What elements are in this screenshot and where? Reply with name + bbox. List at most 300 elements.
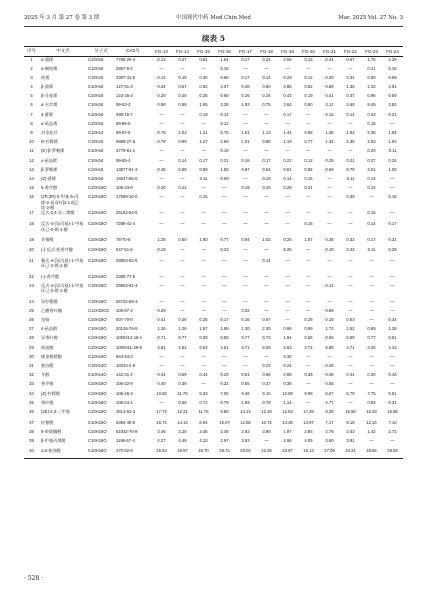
content-value: 1.30 (241, 326, 250, 332)
content-value: 0.89 (178, 102, 187, 108)
molecular-formula: C10H16 (88, 148, 104, 154)
column-header: FG-23 (365, 48, 378, 54)
table-row (24, 258, 403, 274)
content-value: 0.17 (283, 111, 292, 117)
compound-name: 苄醇 (41, 372, 50, 378)
compound-name: 3-蒈烯 (41, 111, 54, 117)
table-row (24, 354, 403, 363)
content-value: 0.13 (304, 57, 313, 62)
content-value: — (306, 257, 311, 263)
table-row (24, 84, 403, 93)
content-value: 1.03 (178, 130, 187, 135)
content-value: 12.14 (366, 419, 377, 425)
compound-name: 反式-4-(异丙基)-1-甲基环己-2-烯-1-醇 (41, 282, 84, 293)
content-value: — (327, 175, 332, 181)
row-number: 17 (29, 210, 34, 216)
content-value: 1.26 (157, 326, 166, 332)
table-row (24, 148, 403, 157)
content-value: 2.72 (388, 429, 397, 435)
table-row (24, 221, 403, 237)
content-value: 0.40 (157, 381, 166, 387)
content-value: — (306, 298, 311, 304)
cas-number: 105-87-3 (116, 307, 133, 313)
content-value: 1.56 (220, 166, 229, 172)
table-bottom-rule (24, 458, 403, 459)
content-value: — (243, 148, 248, 154)
content-value: 0.14 (220, 111, 229, 117)
content-value: 0.61 (199, 57, 208, 62)
content-value: 15.53 (156, 447, 167, 453)
content-value: — (264, 307, 269, 313)
content-value: 0.17 (241, 74, 250, 80)
content-value: 0.23 (262, 363, 271, 368)
content-value: 14.14 (240, 408, 251, 414)
content-value: — (264, 148, 269, 154)
content-value: 0.56 (262, 372, 271, 378)
content-value: 0.15 (388, 194, 397, 200)
content-value: 9.46 (241, 390, 250, 396)
molecular-formula: C10H16 (88, 65, 104, 71)
table-row (24, 317, 403, 326)
content-value: — (201, 148, 206, 154)
content-value: — (243, 175, 248, 181)
content-value: — (306, 148, 311, 154)
content-value: 0.10 (262, 175, 271, 181)
row-number: 11 (29, 148, 34, 154)
content-value: 0.77 (220, 237, 229, 243)
content-value: 2.53 (367, 139, 376, 145)
content-value: 0.39 (346, 194, 355, 200)
table-row (24, 167, 403, 176)
content-value: — (243, 246, 248, 252)
content-value: 0.44 (199, 372, 208, 378)
content-value: 1.44 (283, 130, 292, 135)
content-value: — (369, 363, 374, 368)
content-value: 0.18 (367, 120, 376, 126)
content-value: 1.01 (241, 139, 250, 145)
content-value: 7.05 (220, 390, 229, 396)
cas-number: 20126-76-5 (116, 326, 138, 332)
compound-name: 异香叶醇 (41, 335, 58, 341)
content-value: — (327, 257, 332, 263)
content-value: — (201, 65, 206, 71)
content-value: — (306, 65, 311, 71)
content-value: — (390, 298, 395, 304)
content-value: — (369, 317, 374, 323)
content-value: — (264, 111, 269, 117)
compound-name: α-侧柏烯 (41, 65, 58, 71)
compound-name: β-月桂烯 (41, 93, 58, 99)
content-value: 0.24 (262, 57, 271, 62)
content-value: — (306, 273, 311, 279)
content-value: — (390, 438, 395, 444)
table-header-row (24, 46, 403, 57)
row-number: 24 (29, 298, 34, 304)
compound-name: 紫苏醛 (41, 363, 54, 368)
content-value: 0.28 (388, 246, 397, 252)
content-value: — (264, 65, 269, 71)
cas-number: 17699-16-0 (116, 194, 138, 200)
content-value: — (306, 210, 311, 216)
molecular-formula: C10H16O (88, 246, 107, 252)
content-value: 0.38 (325, 372, 334, 378)
molecular-formula: C10H18O (88, 335, 107, 341)
content-value: 1.72 (325, 326, 334, 332)
content-value: 0.35 (199, 317, 208, 323)
content-value: — (222, 273, 227, 279)
column-header: FG-24 (386, 48, 399, 54)
cas-number: 3913-81-3 (116, 408, 136, 414)
content-value: — (159, 353, 164, 359)
content-value: — (159, 157, 164, 163)
content-value: 1.54 (220, 57, 229, 62)
content-value: 0.15 (178, 74, 187, 80)
content-value: 4.49 (178, 438, 187, 444)
table-row (24, 391, 403, 400)
table-title: 续表 5 (201, 34, 226, 43)
cas-number: 5989-27-5 (116, 139, 136, 145)
content-value: — (327, 221, 332, 227)
row-number: 8 (30, 120, 33, 126)
content-value: 1.14 (283, 399, 292, 405)
content-value: 2.66 (283, 438, 292, 444)
content-value: — (159, 65, 164, 71)
content-value: 10.83 (156, 390, 167, 396)
content-value: 0.58 (304, 130, 313, 135)
content-value: 4.43 (388, 344, 397, 350)
content-value: 0.21 (346, 157, 355, 163)
molecular-formula: C10H18O (88, 194, 107, 200)
content-value: — (285, 257, 290, 263)
content-value: — (222, 185, 227, 191)
content-value: — (285, 273, 290, 279)
content-value: 0.94 (241, 237, 250, 243)
content-value: 0.14 (367, 175, 376, 181)
cas-number: 1000414-18-1 (116, 335, 143, 341)
content-value: 1.13 (262, 130, 271, 135)
content-value: 4.71 (346, 344, 355, 350)
content-value: 0.58 (157, 102, 166, 108)
content-value: 0.96 (367, 93, 376, 99)
cas-number: 5392-40-5 (116, 419, 136, 425)
row-number: 12 (29, 157, 34, 163)
content-value: 1.75 (367, 57, 376, 62)
content-value: 0.31 (346, 74, 355, 80)
content-value: — (348, 353, 353, 359)
content-value: 0.17 (220, 317, 229, 323)
table-row (24, 130, 403, 139)
molecular-formula: C10H16 (88, 102, 104, 108)
content-value: 0.55 (367, 399, 376, 405)
cas-number: 498-15-7 (116, 111, 133, 117)
content-value: 0.27 (178, 57, 187, 62)
content-value: 1.90 (199, 237, 208, 243)
content-value: 5.79 (346, 390, 355, 396)
content-value: 0.10 (199, 111, 208, 117)
content-value: 1.52 (346, 326, 355, 332)
table-row (24, 139, 403, 148)
cas-number: 507-70-0 (116, 317, 133, 323)
table-row (24, 247, 403, 258)
compound-name: (2E)-2,3-二甲基 (41, 408, 71, 414)
header-rule (24, 26, 403, 27)
content-value: 1.83 (388, 139, 397, 145)
content-value: 0.09 (220, 175, 229, 181)
molecular-formula: C10H18O (88, 344, 107, 350)
page-number: · 528 · (24, 575, 44, 582)
content-value: 12.18 (261, 408, 272, 414)
content-value: — (201, 185, 206, 191)
content-value: — (390, 175, 395, 181)
content-value: — (222, 307, 227, 313)
content-value: 0.69 (283, 372, 292, 378)
table-row (24, 185, 403, 194)
content-value: 11.76 (198, 408, 209, 414)
compound-name: (-)-反式-松香芹醇 (41, 246, 74, 252)
content-value: 0.32 (220, 381, 229, 387)
content-value: 0.38 (283, 381, 292, 387)
molecular-formula: C10H16O (88, 438, 107, 444)
content-value: — (159, 273, 164, 279)
content-value: — (390, 210, 395, 216)
cas-number: 29803-82-5 (116, 257, 138, 263)
content-value: 0.14 (367, 185, 376, 191)
content-value: — (180, 148, 185, 154)
content-value: 0.14 (262, 74, 271, 80)
journal-name: 中国现代中药 Mod Chin Med (176, 15, 251, 21)
content-value: — (285, 307, 290, 313)
content-value: 17.28 (303, 408, 314, 414)
cas-number: 106-23-0 (116, 185, 133, 191)
table-row (24, 335, 403, 344)
content-value: — (306, 282, 311, 288)
content-value: 3.03 (346, 429, 355, 435)
table-row (24, 121, 403, 130)
content-value: 0.36 (325, 237, 334, 243)
row-number: 5 (30, 93, 33, 99)
content-value: — (222, 353, 227, 359)
table-row (24, 158, 403, 167)
content-value: — (222, 363, 227, 368)
content-value: 0.11 (367, 246, 376, 252)
content-value: — (306, 120, 311, 126)
content-value: 8.18 (346, 419, 355, 425)
content-value: 9.39 (325, 408, 334, 414)
content-value: 0.25 (283, 246, 292, 252)
molecular-formula: C10H14 (88, 130, 104, 135)
content-value: — (327, 298, 332, 304)
molecular-formula: C10H18O (88, 447, 107, 453)
compound-name: α-蒎烯 (41, 57, 54, 62)
cas-number: 106-26-3 (116, 390, 133, 396)
content-value: 0.17 (367, 237, 376, 243)
content-value: 1.87 (199, 326, 208, 332)
content-value: — (327, 120, 332, 126)
content-value: 3.93 (241, 438, 250, 444)
cas-number: 142-31-2 (116, 372, 133, 378)
column-header: FG-22 (344, 48, 357, 54)
content-value: 1.03 (262, 237, 271, 243)
content-value: — (348, 120, 353, 126)
content-value: — (201, 120, 206, 126)
content-value: 2.30 (262, 326, 271, 332)
table-row (24, 308, 403, 317)
content-value: 0.69 (199, 166, 208, 172)
content-value: — (264, 194, 269, 200)
content-value: 1.97 (283, 429, 292, 435)
content-value: 15.66 (387, 408, 398, 414)
content-value: — (201, 353, 206, 359)
content-value: 0.32 (346, 246, 355, 252)
content-value: 0.34 (388, 317, 397, 323)
content-value: 3.60 (325, 438, 334, 444)
content-value: — (201, 221, 206, 227)
content-value: 1.08 (388, 166, 397, 172)
row-number: 39 (29, 438, 34, 444)
compound-name: (Z)-蒈烯 (41, 175, 57, 181)
content-value: 2.61 (388, 84, 397, 90)
content-value: — (159, 298, 164, 304)
content-value: 0.51 (241, 372, 250, 378)
content-value: 0.50 (262, 84, 271, 90)
cas-number: 99-87-6 (116, 130, 131, 135)
content-value: 0.76 (220, 130, 229, 135)
content-value: 0.21 (304, 185, 313, 191)
cas-number: 564-94-3 (116, 353, 133, 359)
content-value: — (306, 353, 311, 359)
compound-name: 乙酸香叶酯 (41, 307, 62, 313)
cas-number: 547-61-5 (116, 246, 133, 252)
content-value: 2.92 (241, 429, 250, 435)
content-value: 0.56 (178, 166, 187, 172)
content-value: — (264, 221, 269, 227)
content-value: 0.30 (367, 372, 376, 378)
content-value: 15.71 (156, 419, 167, 425)
content-value: — (243, 65, 248, 71)
molecular-formula: C10H18O (88, 282, 107, 288)
compound-name: β-蒎烯 (41, 84, 54, 90)
compound-name: 1,8-桉油醇 (41, 447, 61, 453)
content-value: 1.35 (346, 139, 355, 145)
content-value: — (159, 282, 164, 288)
table-row (24, 237, 403, 246)
content-value: 0.17 (199, 157, 208, 163)
content-value: — (348, 363, 353, 368)
content-value: 0.34 (157, 84, 166, 90)
cas-number: 3387-41-5 (116, 74, 136, 80)
row-number: 40 (29, 447, 34, 453)
content-value: 2.43 (367, 84, 376, 90)
row-number: 14 (29, 175, 34, 181)
molecular-formula: C10H18O (88, 317, 107, 323)
content-value: — (159, 194, 164, 200)
content-value: 0.86 (220, 74, 229, 80)
content-value: 10.72 (261, 419, 272, 425)
content-value: — (285, 210, 290, 216)
molecular-formula: C10H16 (88, 157, 104, 163)
content-value: — (243, 273, 248, 279)
content-value: 0.14 (325, 282, 334, 288)
cas-number: 1000411-39-6 (116, 344, 142, 350)
content-value: — (243, 194, 248, 200)
content-value: 0.29 (220, 372, 229, 378)
content-value: 2.68 (346, 102, 355, 108)
molecular-formula: C10H18O (88, 326, 107, 332)
content-value: — (243, 363, 248, 368)
content-value: 0.19 (304, 93, 313, 99)
row-number: 33 (29, 381, 34, 387)
content-value: 2.36 (367, 130, 376, 135)
content-value: 1.26 (178, 326, 187, 332)
content-value: — (180, 363, 185, 368)
content-value: 10.07 (219, 419, 230, 425)
content-value: 0.58 (325, 166, 334, 172)
content-value: 0.14 (346, 111, 355, 117)
compound-name: 顺式-4-(异丙基)-1-甲基环己-2-烯-1-醇 (41, 257, 84, 268)
content-value: 0.73 (262, 335, 271, 341)
cas-number: 127-91-3 (116, 84, 133, 90)
cas-number: 106-24-1 (116, 399, 133, 405)
content-value: 9.15 (262, 390, 271, 396)
row-number: 7 (30, 111, 33, 117)
content-value: 1.95 (199, 102, 208, 108)
cas-number: 15537-55-0 (116, 175, 138, 181)
content-value: 5.67 (325, 390, 334, 396)
table-row (24, 429, 403, 438)
content-value: 0.67 (346, 57, 355, 62)
column-header: FG-16 (218, 48, 231, 54)
content-value: — (159, 111, 164, 117)
compound-name: 芳樟醇 (41, 237, 54, 243)
content-value: — (285, 221, 290, 227)
content-value: — (264, 298, 269, 304)
content-value: 0.51 (388, 335, 397, 341)
content-value: 0.35 (199, 93, 208, 99)
table-row (24, 299, 403, 308)
compound-name: 4-萜品醇 (41, 326, 58, 332)
content-value: — (180, 120, 185, 126)
content-value: 1.27 (199, 139, 208, 145)
content-value: 3.74 (304, 344, 313, 350)
molecular-formula: C10H16 (88, 74, 104, 80)
content-value: 1.07 (304, 237, 313, 243)
content-value: — (180, 175, 185, 181)
molecular-formula: C10H16 (88, 120, 104, 126)
column-header: FG-21 (323, 48, 336, 54)
content-value: 0.61 (283, 166, 292, 172)
content-value: 0.16 (304, 221, 313, 227)
molecular-formula: C10H16O (88, 353, 107, 359)
content-value: 9.98 (304, 390, 313, 396)
content-value: 0.14 (178, 157, 187, 163)
column-header: FG-18 (260, 48, 273, 54)
content-value: 0.22 (178, 185, 187, 191)
cas-number: 55722-59-3 (116, 298, 138, 304)
content-value: 3.46 (199, 429, 208, 435)
cas-number: 7299-41-4 (116, 221, 136, 227)
content-value: — (285, 298, 290, 304)
molecular-formula: C10H16 (88, 57, 104, 62)
content-value: 0.12 (304, 74, 313, 80)
molecular-formula: C12H20O2 (88, 307, 109, 313)
molecular-formula: C10H18O (88, 399, 107, 405)
content-value: 0.15 (199, 194, 208, 200)
content-value: 6.53 (199, 344, 208, 350)
content-value: 8.49 (367, 102, 376, 108)
table-row (24, 66, 403, 75)
content-value: — (180, 298, 185, 304)
content-value: 26.66 (366, 447, 377, 453)
